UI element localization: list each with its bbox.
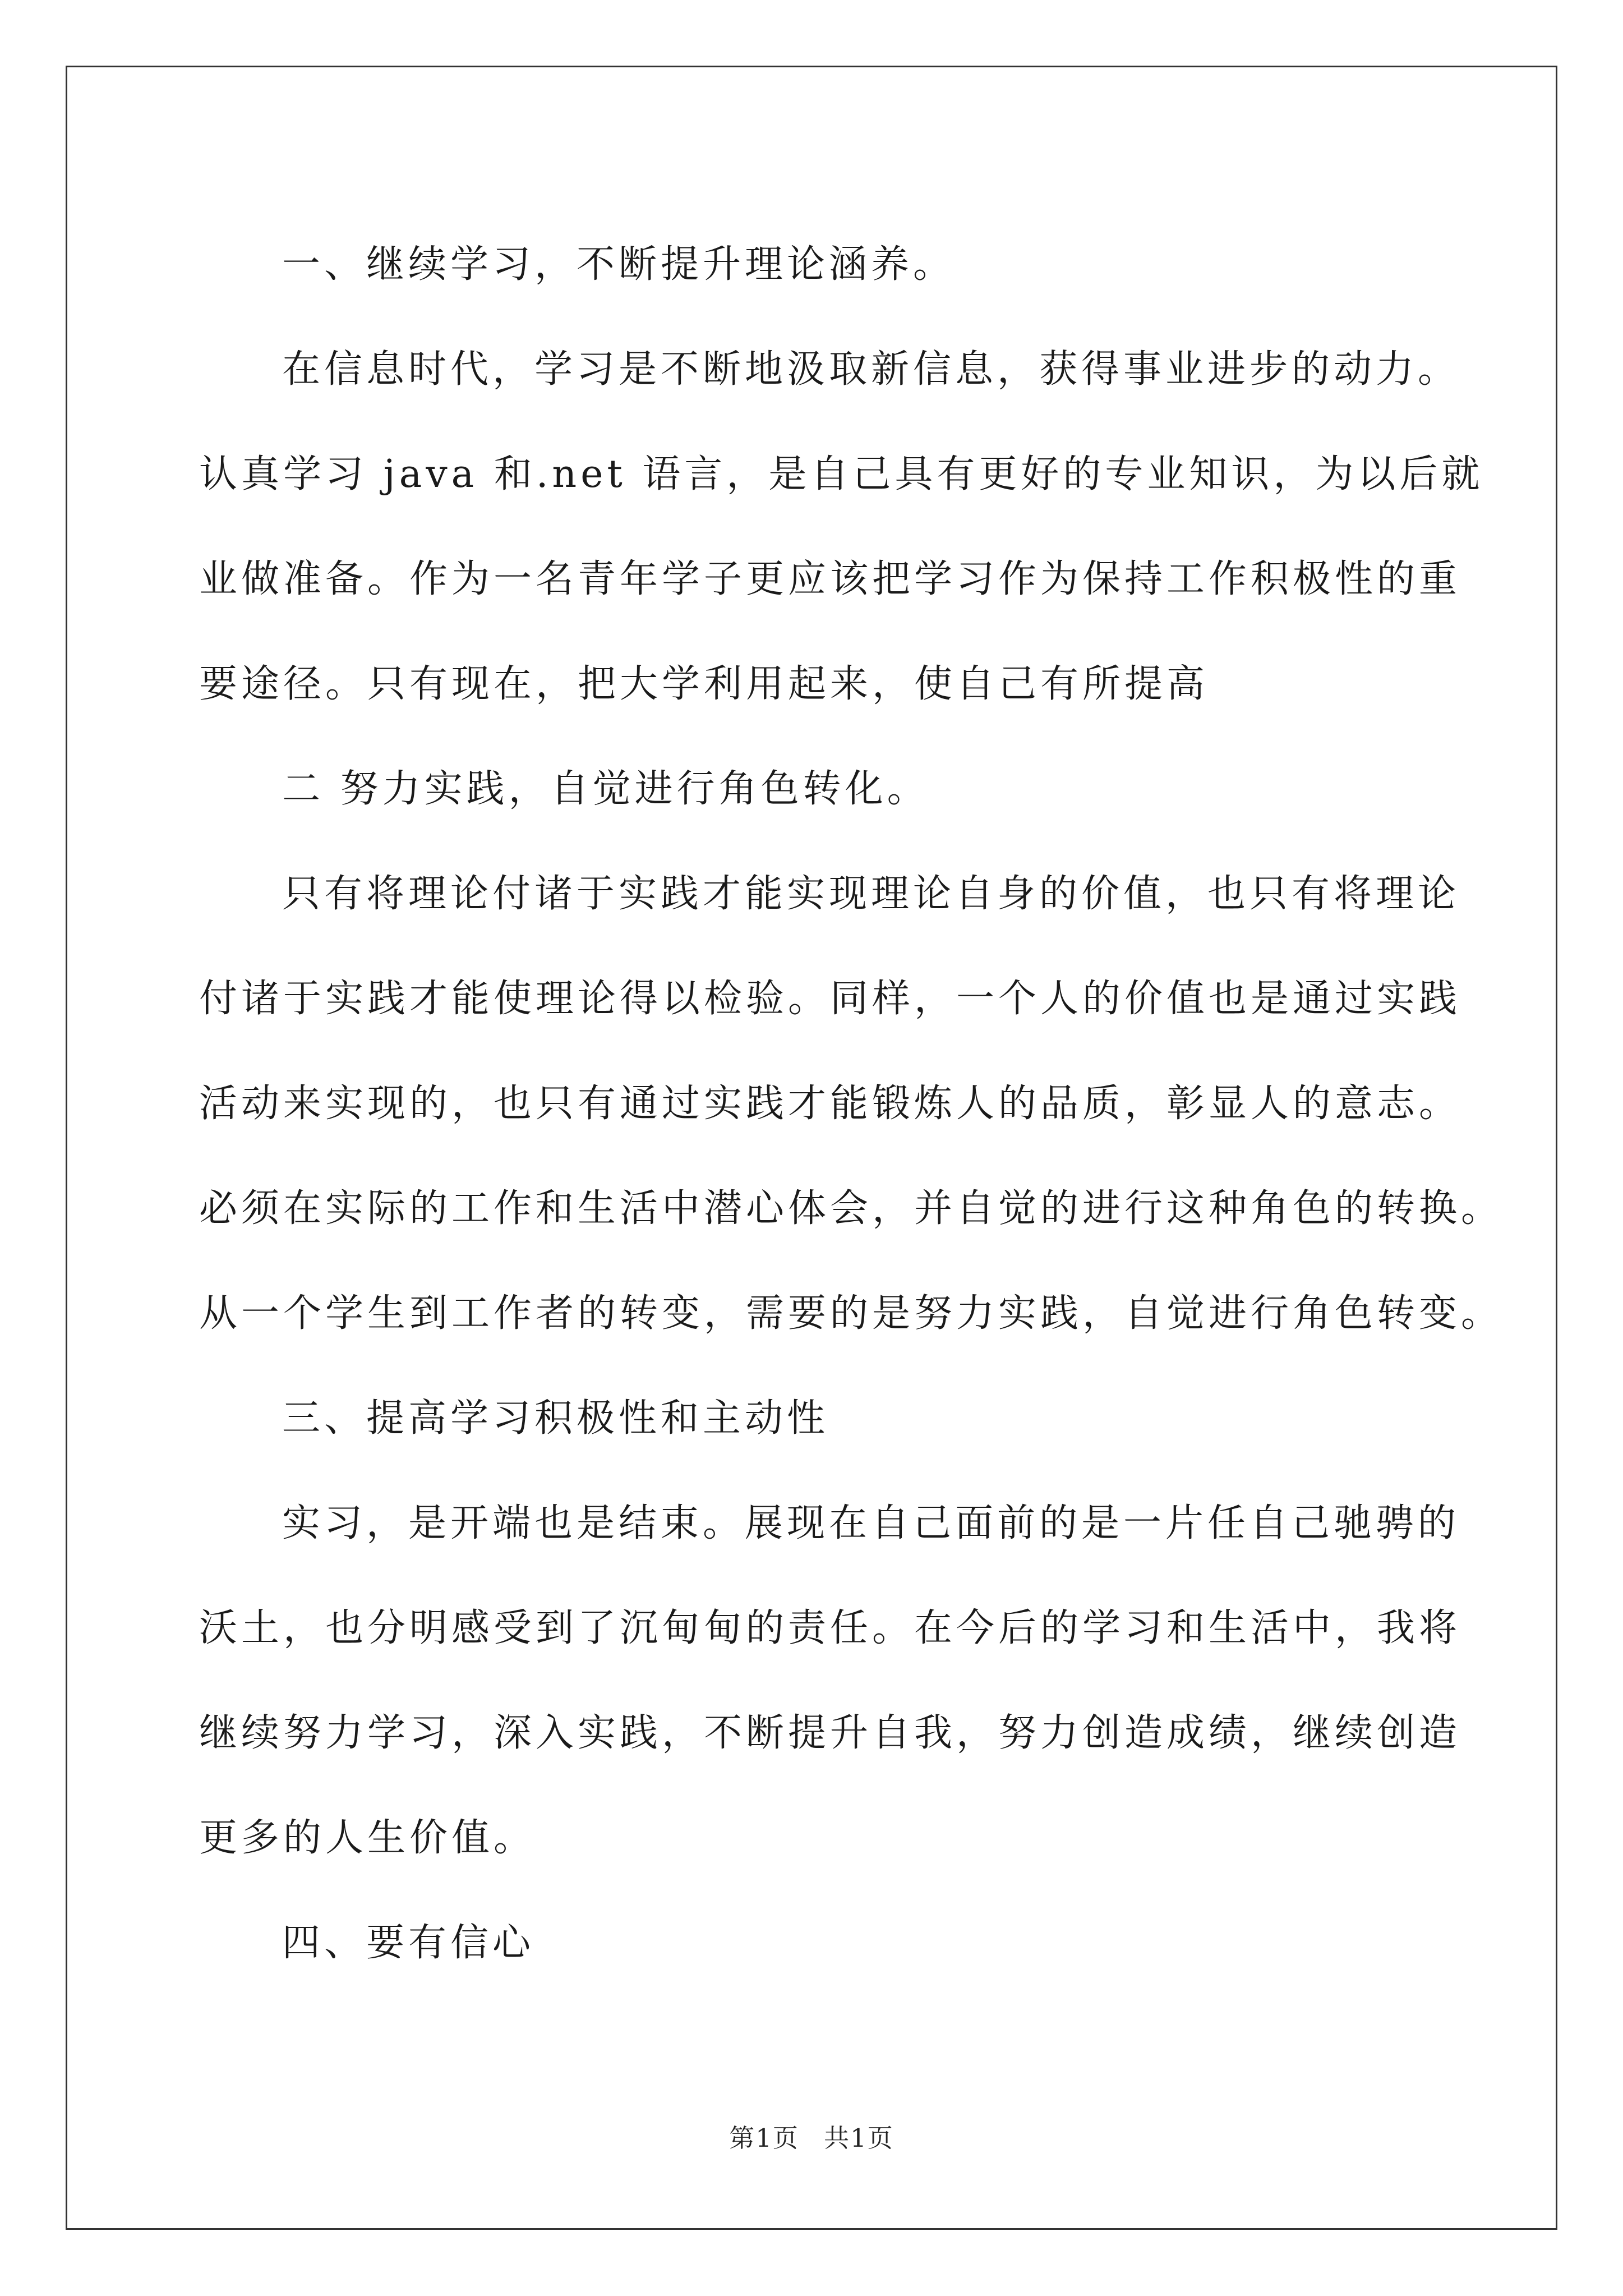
page-number-total: 共1页 bbox=[824, 2123, 894, 2153]
paragraph-2-line-1: 只有将理论付诸于实践才能实现理论自身的价值，也只有将理论 bbox=[282, 872, 1460, 916]
paragraph-1-line-2: 认真学习 java 和.net 语言，是自己具有更好的专业知识，为以后就 bbox=[199, 452, 1484, 496]
heading-2: 二 努力实践，自觉进行角色转化。 bbox=[282, 767, 929, 811]
paragraph-2-line-3: 活动来实现的，也只有通过实践才能锻炼人的品质，彰显人的意志。 bbox=[199, 1082, 1461, 1126]
paragraph-1-line-3: 业做准备。作为一名青年学子更应该把学习作为保持工作积极性的重 bbox=[199, 557, 1461, 601]
heading-4: 四、要有信心 bbox=[282, 1921, 535, 1965]
paragraph-2-line-2: 付诸于实践才能使理论得以检验。同样，一个人的价值也是通过实践 bbox=[199, 977, 1461, 1021]
paragraph-2-line-5: 从一个学生到工作者的转变，需要的是努力实践，自觉进行角色转变。 bbox=[199, 1291, 1504, 1336]
paragraph-1-line-4: 要途径。只有现在，把大学利用起来，使自己有所提高 bbox=[199, 662, 1209, 706]
paragraph-3-line-3: 继续努力学习，深入实践，不断提升自我，努力创造成绩，继续创造 bbox=[199, 1711, 1461, 1755]
paragraph-3-line-4: 更多的人生价值。 bbox=[199, 1816, 536, 1860]
paragraph-3-line-1: 实习，是开端也是结束。展现在自己面前的是一片任自己驰骋的 bbox=[282, 1501, 1460, 1545]
page-number-current: 第1页 bbox=[729, 2123, 799, 2153]
heading-1: 一、继续学习，不断提升理论涵养。 bbox=[282, 242, 956, 287]
heading-3: 三、提高学习积极性和主动性 bbox=[282, 1396, 829, 1441]
page-footer bbox=[0, 2118, 1623, 2154]
paragraph-1-line-1: 在信息时代，学习是不断地汲取新信息，获得事业进步的动力。 bbox=[282, 347, 1460, 392]
paragraph-3-line-2: 沃土，也分明感受到了沉甸甸的责任。在今后的学习和生活中，我将 bbox=[199, 1606, 1461, 1650]
paragraph-2-line-4: 必须在实际的工作和生活中潜心体会，并自觉的进行这种角色的转换。 bbox=[199, 1186, 1504, 1231]
